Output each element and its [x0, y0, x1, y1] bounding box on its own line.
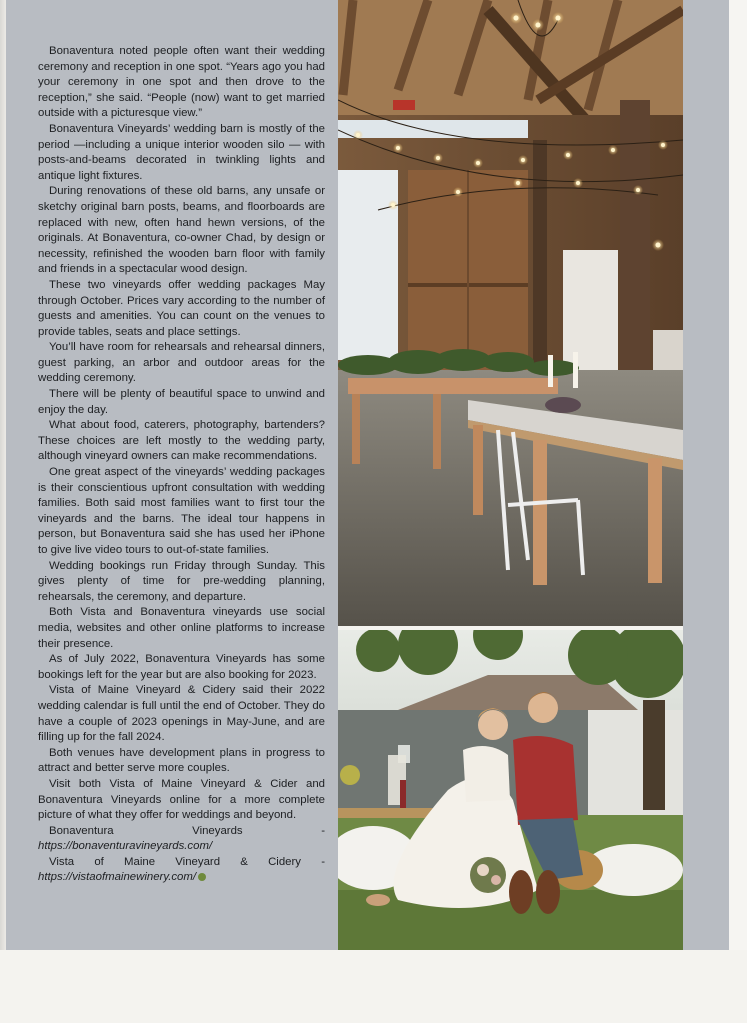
- article-text-column: [6, 0, 338, 950]
- article-paragraph: During renovations of these old barns, any unsafe or sketchy original barn posts, beams, and floorboards are replaced with new, often hand hewn versions, of the originals. At Bonaventura, co-owner Chad, by design or necessity, refinished the wooden barn floor with family and friends in a spectacular wood design.: [38, 185, 325, 276]
- website-link-bonaventura[interactable]: https://bonaventuravineyards.com/: [38, 840, 213, 853]
- article-paragraph: Bonaventura Vineyards’ wedding barn is mostly of the period —including a unique interior wooden silo — with posts-and-beams decorated in twinkling lights and antique light fixtures.: [38, 122, 325, 182]
- end-of-article-icon: [198, 873, 206, 881]
- barn-interior-illustration: [338, 0, 683, 626]
- article-paragraph: What about food, caterers, photography, bartenders? These choices are left mostly to the wedding party, although vineyard owners can make recommendations.: [38, 419, 325, 463]
- article-paragraph: There will be plenty of beautiful space to unwind and enjoy the day.: [38, 388, 325, 416]
- article-paragraph: You’ll have room for rehearsals and rehearsal dinners, guest parking, an arbor and outdoor areas for the wedding ceremony.: [38, 341, 325, 385]
- website-label: Bonaventura Vineyards -: [49, 824, 325, 837]
- article-paragraph: Visit both Vista of Maine Vineyard & Cider and Bonaventura Vineyards online for a more complete picture of what they offer for weddings and beyond.: [38, 777, 325, 822]
- article-paragraph: One great aspect of the vineyards’ wedding packages is their conscientious upfront consultation with wedding families. Both said most families want to first tour the vineyards and the barns. The ideal tour happens in person, but Bonaventura said she has used her iPhone to give live video tours to out-of-state families.: [38, 466, 325, 556]
- website-label: Vista of Maine Vineyard & Cidery -: [49, 855, 325, 868]
- article-paragraph: Bonaventura noted people often want their wedding ceremony and reception in one spot. “Years ago you had your ceremony in one spot and then drove to the reception,” she said. “People (now) want to get married outside with a picturesque view.”: [38, 45, 325, 120]
- website-line-bonaventura: [38, 824, 325, 855]
- barn-interior-photo: [338, 0, 683, 626]
- article-paragraph: Both venues have development plans in progress to attract and better serve more couples.: [38, 746, 325, 775]
- article-paragraph: As of July 2022, Bonaventura Vineyards has some bookings left for the year but are also booking for 2023.: [38, 653, 325, 681]
- page-right-margin: [729, 0, 747, 1023]
- article-paragraph: Vista of Maine Vineyard & Cidery said their 2022 wedding calendar is full until the end of October. They do have a couple of 2023 openings in May-June, and are filling up for the fall 2024.: [38, 684, 325, 744]
- website-link-vista[interactable]: https://vistaofmainewinery.com/: [38, 871, 197, 884]
- website-line-vista: [38, 855, 325, 886]
- article-paragraph: Wedding bookings run Friday through Sunday. This gives plenty of time for pre-wedding planning, rehearsals, the ceremony, and departure.: [38, 559, 325, 603]
- right-gutter: [683, 0, 729, 950]
- article-paragraph: These two vineyards offer wedding packages May through October. Prices vary according to the number of guests and amenities. You can count on the venues to provide tables, seats and place settings.: [38, 278, 325, 338]
- page-bottom-margin: [0, 950, 747, 1023]
- article-paragraph: Both Vista and Bonaventura vineyards use social media, websites and other online platforms to increase their presence.: [38, 606, 325, 650]
- couple-outdoor-illustration: [338, 630, 683, 950]
- couple-outdoor-photo: [338, 630, 683, 950]
